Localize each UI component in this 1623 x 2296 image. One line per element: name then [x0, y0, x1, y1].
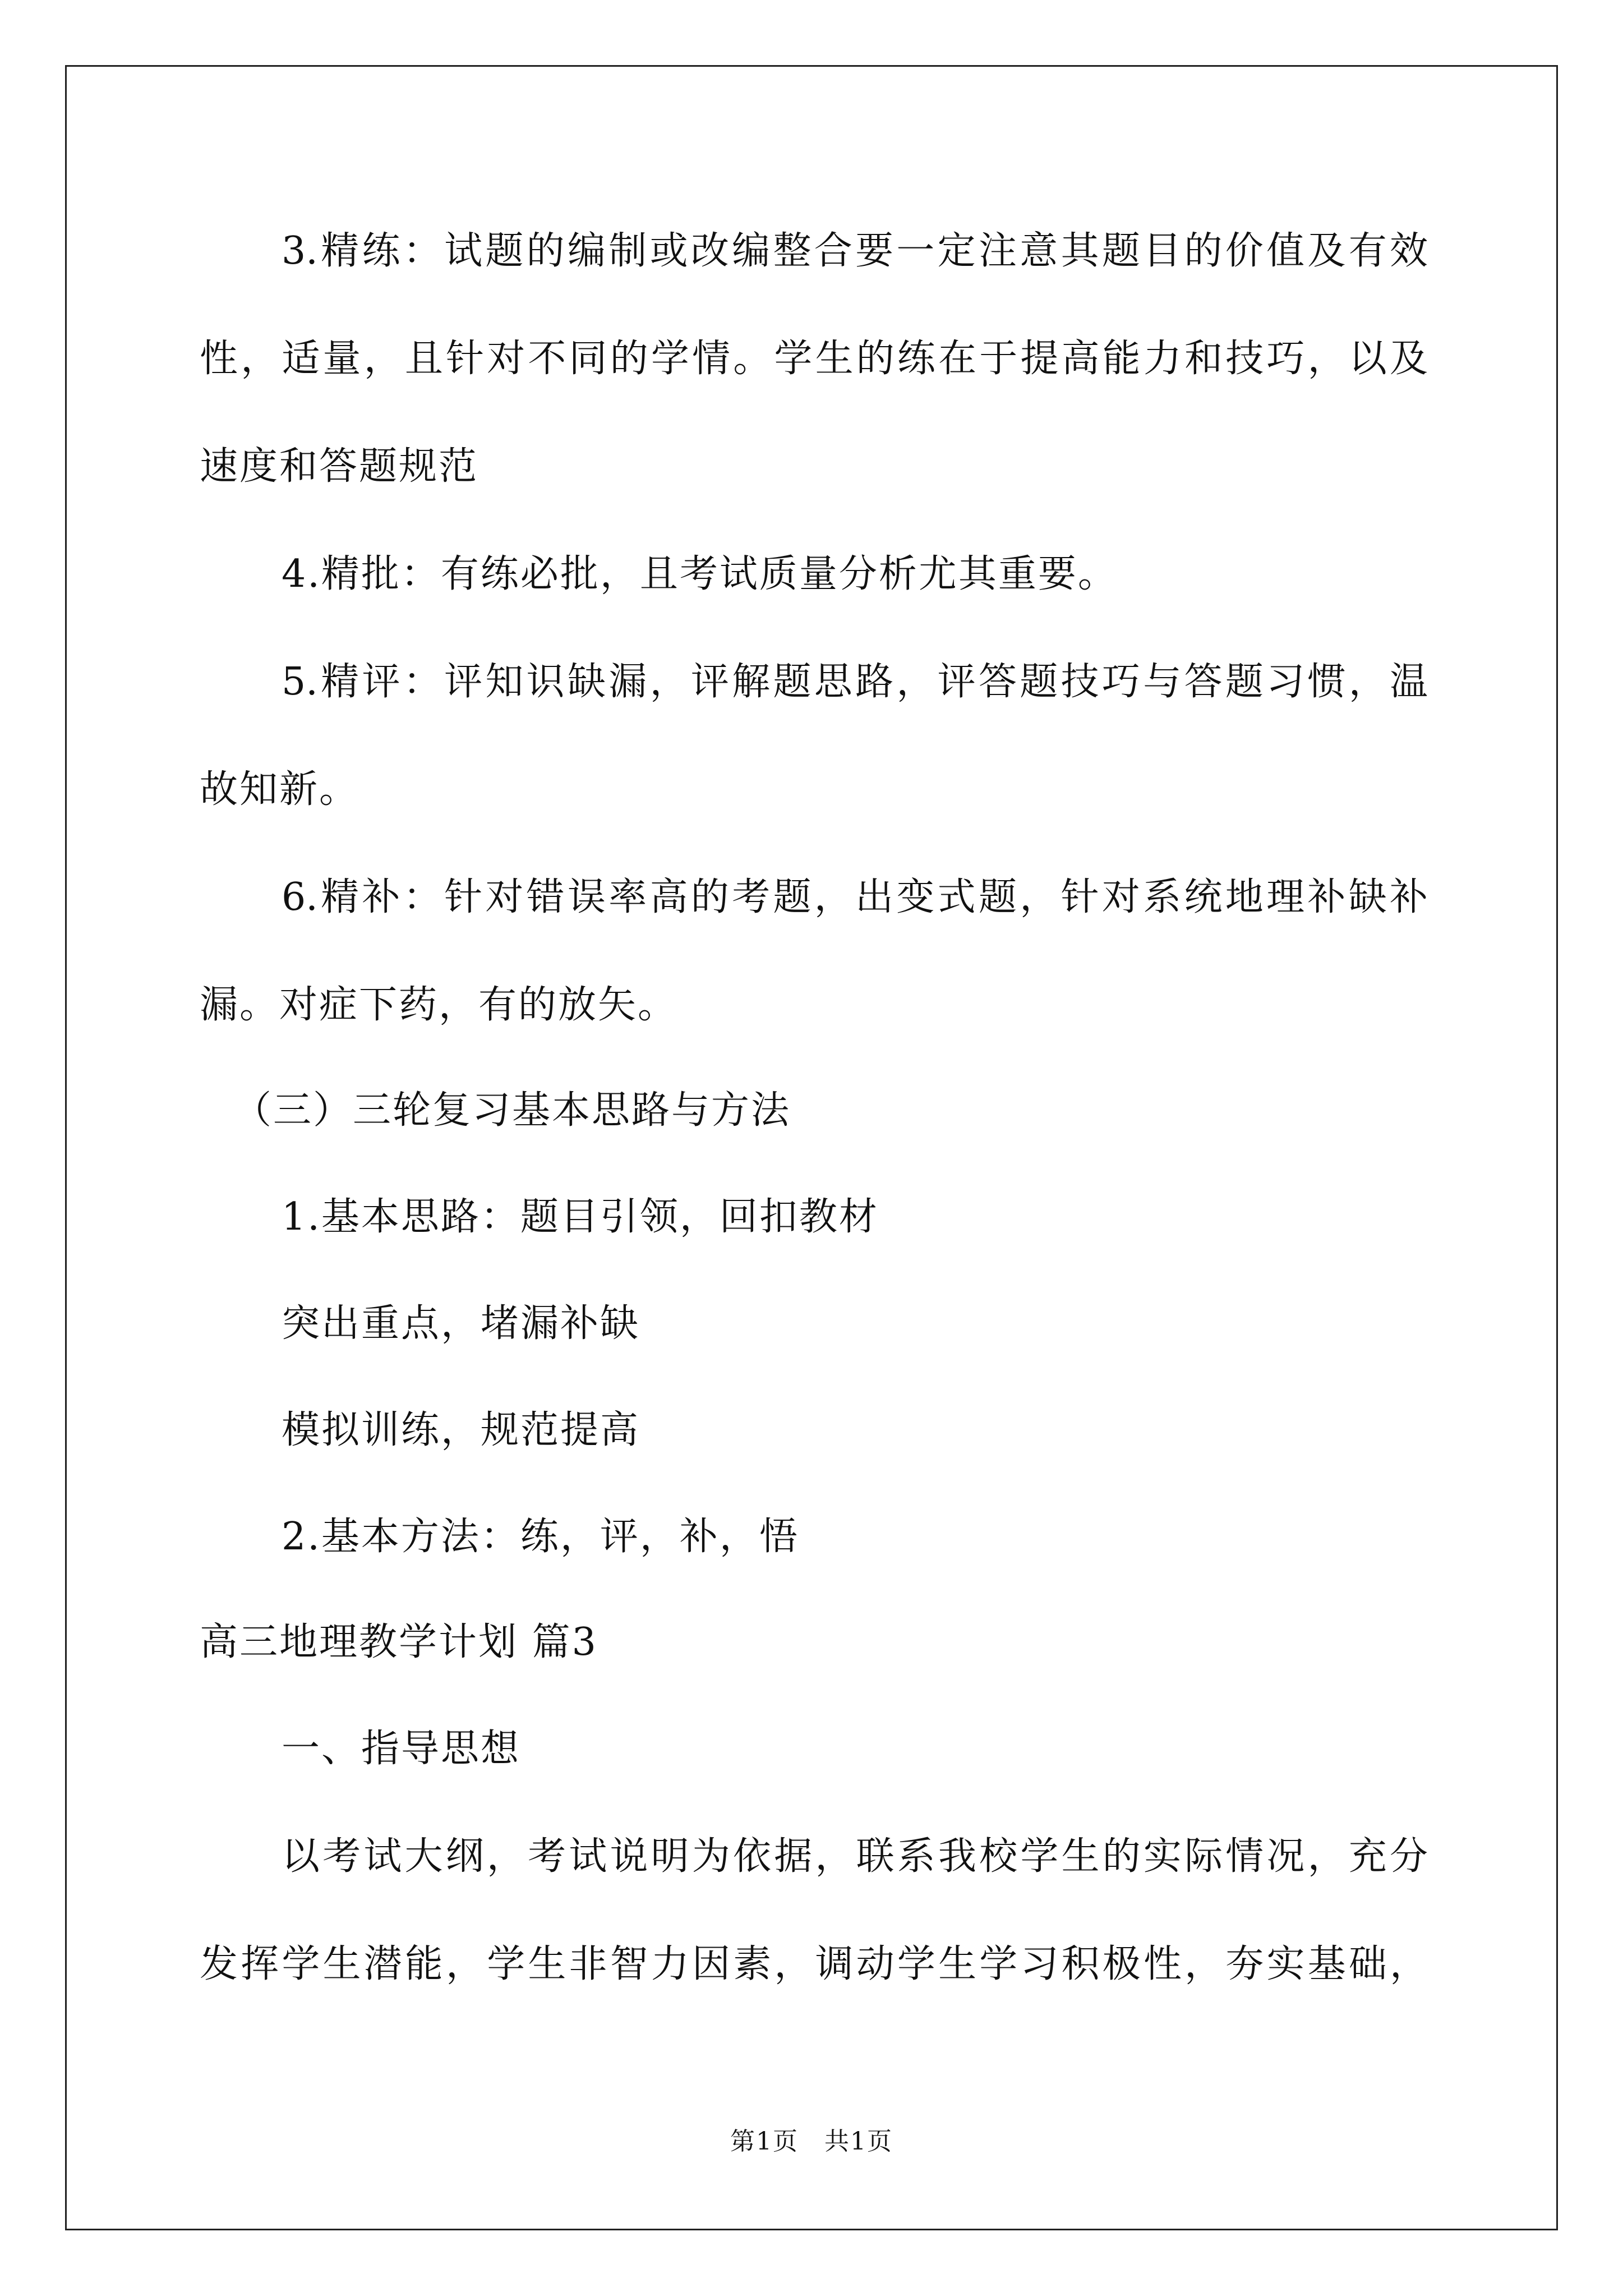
- section-heading: 一、指导思想: [282, 1727, 521, 1771]
- article-title: 高三地理教学计划 篇3: [200, 1620, 598, 1664]
- paragraph-line: 故知新。: [200, 767, 359, 812]
- paragraph-line: 突出重点，堵漏补缺: [282, 1301, 640, 1346]
- paragraph-line: 发挥学生潜能，学生非智力因素，调动学生学习积极性，夯实基础，: [200, 1942, 1428, 1986]
- paragraph-line: 4.精批：有练必批，且考试质量分析尤其重要。: [282, 552, 1118, 596]
- paragraph-line: 5.精评：评知识缺漏，评解题思路，评答题技巧与答题习惯，温: [282, 660, 1428, 704]
- paragraph-line: 6.精补：针对错误率高的考题，出变式题，针对系统地理补缺补: [282, 875, 1428, 919]
- paragraph-line: 性，适量，且针对不同的学情。学生的练在于提高能力和技巧，以及: [200, 337, 1428, 381]
- paragraph-line: 1.基本思路：题目引领，回扣教材: [282, 1195, 879, 1239]
- paragraph-line: 漏。对症下药，有的放矢。: [200, 983, 678, 1027]
- section-heading: （三）三轮复习基本思路与方法: [233, 1088, 791, 1133]
- paragraph-line: 速度和答题规范: [200, 444, 479, 489]
- paragraph-line: 2.基本方法：练，评，补，悟: [282, 1515, 799, 1559]
- paragraph-line: 3.精练：试题的编制或改编整合要一定注意其题目的价值及有效: [282, 229, 1428, 273]
- page-footer: 第1页 共1页: [730, 2127, 893, 2156]
- page-border: [65, 65, 1558, 2230]
- paragraph-line: 模拟训练，规范提高: [282, 1408, 640, 1452]
- paragraph-line: 以考试大纲，考试说明为依据，联系我校学生的实际情况，充分: [282, 1834, 1428, 1879]
